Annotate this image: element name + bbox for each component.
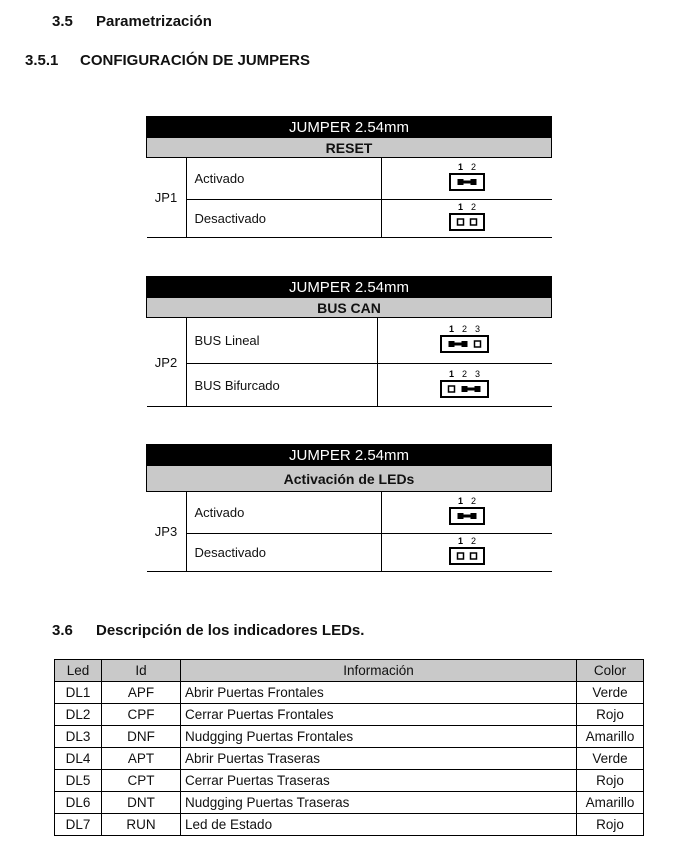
- table-row: [55, 748, 644, 770]
- jumper-diagram: [381, 534, 552, 572]
- jumper-id: JP1: [147, 158, 187, 238]
- info-cell: Abrir Puertas Traseras: [181, 748, 577, 770]
- table-row: [55, 682, 644, 704]
- jumper-table-reset: [146, 116, 552, 238]
- jumper-diagram: [381, 158, 552, 200]
- section-title: CONFIGURACIÓN DE JUMPERS: [80, 52, 311, 69]
- pin-number-label: 1: [457, 536, 463, 546]
- table-row: [55, 726, 644, 748]
- led-cell: DL4: [55, 748, 102, 770]
- header-info: Información: [181, 660, 577, 682]
- color-cell: Amarillo: [577, 792, 644, 814]
- pin-number-label: 2: [470, 496, 476, 506]
- led-cell: DL3: [55, 726, 102, 748]
- jumper-cap: [460, 515, 473, 518]
- id-cell: DNF: [102, 726, 181, 748]
- jumper-table-title: JUMPER 2.54mm: [147, 117, 552, 138]
- jumper-table-title: JUMPER 2.54mm: [147, 445, 552, 466]
- table-row: [55, 704, 644, 726]
- led-cell: DL7: [55, 814, 102, 836]
- pin-number-label: 2: [461, 368, 468, 379]
- jumper-table-subtitle: RESET: [147, 138, 552, 158]
- color-cell: Verde: [577, 748, 644, 770]
- id-cell: CPF: [102, 704, 181, 726]
- pin-open: [449, 386, 455, 392]
- info-cell: Cerrar Puertas Traseras: [181, 770, 577, 792]
- pin-number-label: 1: [457, 162, 463, 172]
- color-cell: Amarillo: [577, 726, 644, 748]
- section-title: Parametrización: [96, 13, 212, 30]
- pin-number-label: 3: [474, 324, 481, 334]
- id-cell: RUN: [102, 814, 181, 836]
- id-cell: DNT: [102, 792, 181, 814]
- info-cell: Abrir Puertas Frontales: [181, 682, 577, 704]
- id-cell: CPT: [102, 770, 181, 792]
- id-cell: APF: [102, 682, 181, 704]
- pin-number-label: 2: [470, 162, 476, 172]
- header-id: Id: [102, 660, 181, 682]
- section-3-5-heading: [52, 13, 212, 30]
- jumper-diagram: [377, 364, 552, 407]
- jumper-table-title: JUMPER 2.54mm: [147, 277, 552, 298]
- header-led: Led: [55, 660, 102, 682]
- jumper-table-subtitle: Activación de LEDs: [147, 466, 552, 492]
- section-3-5-1-heading: [25, 52, 310, 69]
- led-table-body: [55, 682, 644, 836]
- jumper-cap: [452, 343, 465, 346]
- section-number: 3.5: [52, 13, 73, 30]
- header-color: Color: [577, 660, 644, 682]
- jumper-pin-diagram: [439, 367, 490, 401]
- pin-open: [457, 553, 463, 559]
- led-cell: DL6: [55, 792, 102, 814]
- color-cell: Rojo: [577, 770, 644, 792]
- pin-number-label: 1: [448, 368, 455, 379]
- header-outline: [450, 214, 484, 230]
- jumper-diagram: [377, 318, 552, 364]
- jumper-diagram: [381, 492, 552, 534]
- jumper-option-label: Activado: [186, 492, 381, 534]
- pin-number-label: 3: [474, 368, 481, 379]
- color-cell: Rojo: [577, 814, 644, 836]
- jumper-table-bus-can: [146, 276, 552, 407]
- led-cell: DL1: [55, 682, 102, 704]
- jumper-option-label: BUS Bifurcado: [186, 364, 377, 407]
- section-title: Descripción de los indicadores LEDs.: [96, 622, 365, 639]
- id-cell: APT: [102, 748, 181, 770]
- pin-open: [457, 219, 463, 225]
- led-cell: DL5: [55, 770, 102, 792]
- table-row: [55, 792, 644, 814]
- jumper-pin-diagram: [448, 160, 486, 194]
- jumper-cap: [465, 387, 478, 390]
- led-table: [54, 659, 644, 836]
- pin-number-label: 2: [470, 202, 476, 212]
- info-cell: Nudgging Puertas Traseras: [181, 792, 577, 814]
- pin-number-label: 1: [457, 202, 463, 212]
- color-cell: Verde: [577, 682, 644, 704]
- jumper-pin-diagram: [448, 200, 486, 234]
- table-row: [55, 814, 644, 836]
- pin-number-label: 1: [448, 324, 455, 334]
- jumper-pin-diagram: [448, 494, 486, 528]
- pin-open: [475, 341, 481, 347]
- jumper-option-label: Activado: [186, 158, 381, 200]
- pin-number-label: 2: [470, 536, 476, 546]
- section-number: 3.6: [52, 622, 73, 639]
- info-cell: Cerrar Puertas Frontales: [181, 704, 577, 726]
- section-3-6-heading: [52, 622, 364, 639]
- led-table-header: [55, 660, 644, 682]
- color-cell: Rojo: [577, 704, 644, 726]
- jumper-pin-diagram: [439, 322, 490, 356]
- jumper-id: JP3: [147, 492, 187, 572]
- section-number: 3.5.1: [25, 52, 59, 69]
- header-outline: [450, 548, 484, 564]
- jumper-id: JP2: [147, 318, 187, 407]
- info-cell: Led de Estado: [181, 814, 577, 836]
- led-cell: DL2: [55, 704, 102, 726]
- jumper-option-label: Desactivado: [186, 534, 381, 572]
- pin-open: [470, 219, 476, 225]
- jumper-option-label: Desactivado: [186, 200, 381, 238]
- pin-number-label: 2: [461, 324, 468, 334]
- jumper-diagram: [381, 200, 552, 238]
- jumper-option-label: BUS Lineal: [186, 318, 377, 364]
- pin-number-label: 1: [457, 496, 463, 506]
- jumper-cap: [460, 181, 473, 184]
- jumper-table-subtitle: BUS CAN: [147, 298, 552, 318]
- pin-open: [470, 553, 476, 559]
- jumper-table-leds: [146, 444, 552, 572]
- table-row: [55, 770, 644, 792]
- jumper-pin-diagram: [448, 534, 486, 568]
- info-cell: Nudgging Puertas Frontales: [181, 726, 577, 748]
